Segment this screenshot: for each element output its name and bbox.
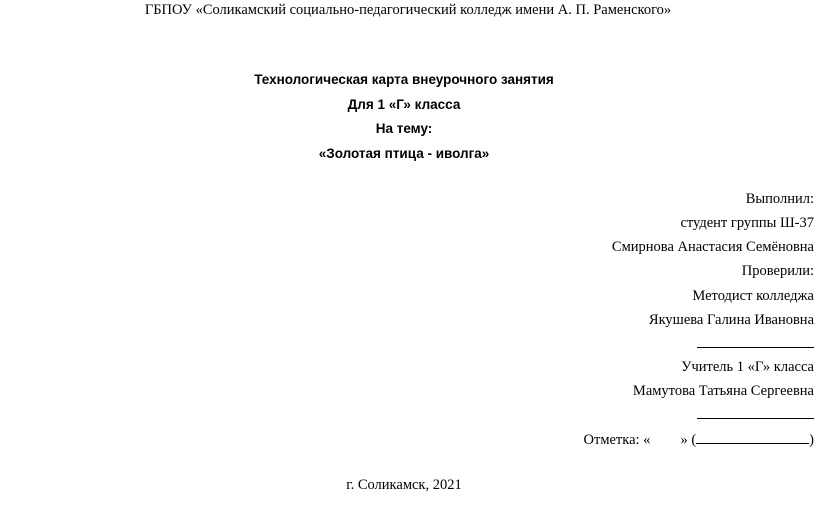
- mark-prefix: Отметка: «: [583, 432, 651, 448]
- performed-label: Выполнил:: [745, 191, 814, 207]
- student-name: Смирнова Анастасия Семёновна: [611, 239, 814, 255]
- document-topic: «Золотая птица - иволга»: [318, 146, 490, 161]
- checked-label: Проверили:: [741, 263, 814, 279]
- methodist-role: Методист колледжа: [692, 288, 814, 304]
- city-year: г. Соликамск, 2021: [346, 477, 462, 493]
- document-title: Технологическая карта внеурочного занятия: [254, 72, 554, 87]
- teacher-signature-line: [697, 418, 814, 419]
- teacher-name: Мамутова Татьяна Сергеевна: [632, 383, 814, 399]
- mark-suffix: ): [809, 432, 814, 448]
- institution-header: ГБПОУ «Соликамский социально-педагогический колледж имени А. П. Раменского»: [144, 2, 672, 18]
- document-topic-label: На тему:: [375, 121, 433, 136]
- document-class: Для 1 «Г» класса: [347, 97, 461, 112]
- mark-middle: » (: [680, 432, 697, 448]
- mark-comment-blank: [696, 429, 809, 444]
- student-group: студент группы Ш-37: [680, 215, 814, 231]
- teacher-role: Учитель 1 «Г» класса: [681, 359, 814, 375]
- grade-mark: [584, 429, 814, 449]
- methodist-name: Якушева Галина Ивановна: [648, 312, 814, 328]
- methodist-signature-line: [697, 347, 814, 348]
